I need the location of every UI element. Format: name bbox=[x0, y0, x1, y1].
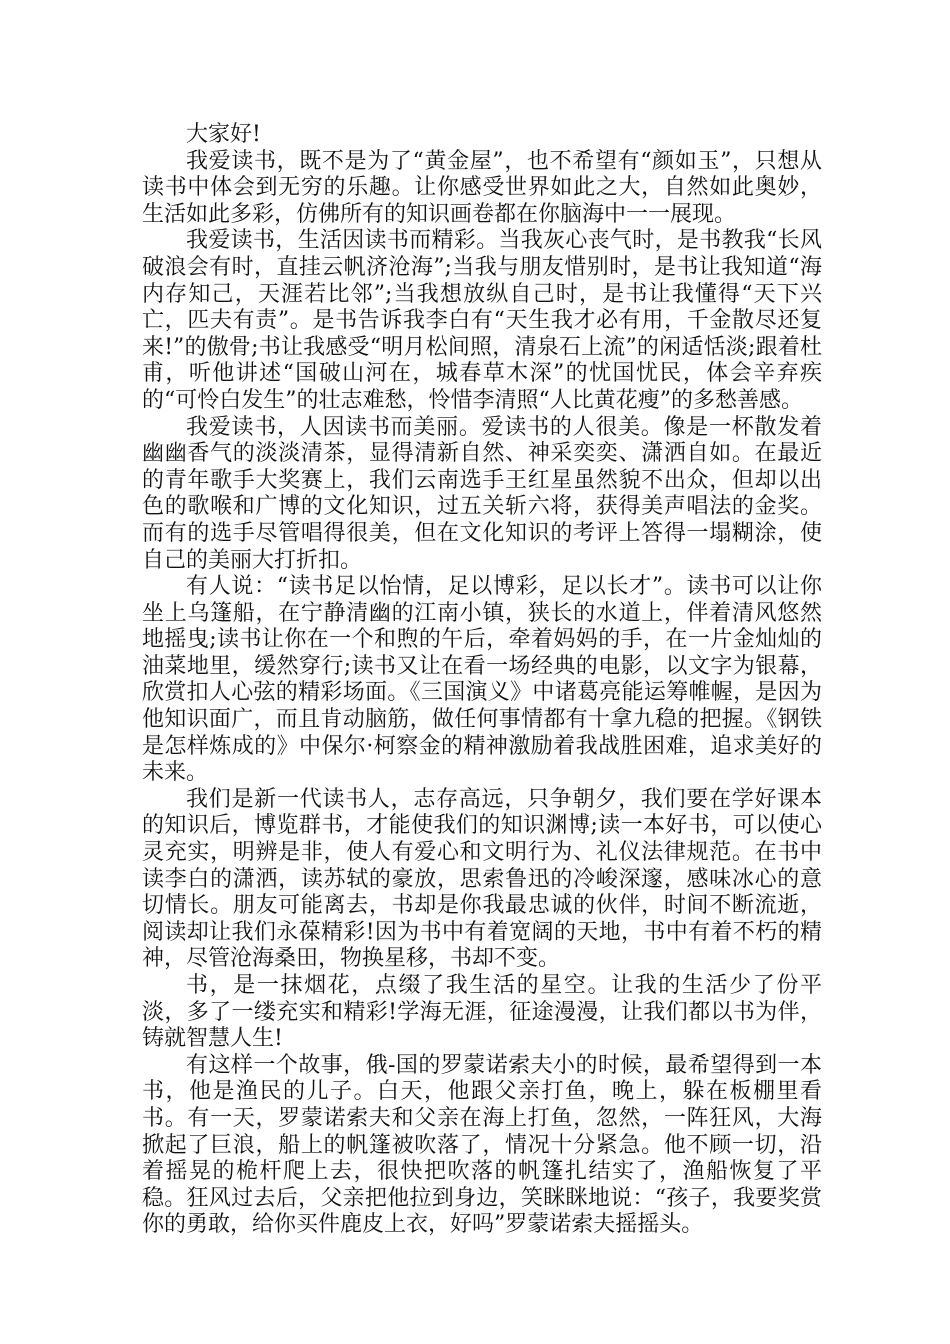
greeting: 大家好! bbox=[186, 122, 261, 147]
paragraph-7: 有这样一个故事，俄-国的罗蒙诺索夫小的时候，最希望得到一本书，他是渔民的儿子。白天，他跟父亲打鱼，晚上，躲在板棚里看书。有一天，罗蒙诺索夫和父亲在海上打鱼，忽然，一阵狂风，大海掀起了巨浪，船上的帆篷被吹落了，情况十分紧急。他不顾一切，沿着摇晃的桅杆爬上去，很快把吹落的帆篷扎结实了，渔船恢复了平稳。狂风过去后，父亲把他拉到身边，笑眯眯地说：“孩子，我要奖赏你的勇敢，给你买件鹿皮上衣，好吗”罗蒙诺索夫摇摇头。 bbox=[142, 1052, 822, 1238]
paragraph-1: 我爱读书，既不是为了“黄金屋”，也不希望有“颜如玉”，只想从读书中体会到无穷的乐趣。让你感受世界如此之大，自然如此奥妙，生活如此多彩，仿佛所有的知识画卷都在你脑海中一一展现。 bbox=[142, 148, 822, 227]
paragraph-4: 有人说：“读书足以怡情，足以博彩，足以长才”。读书可以让你坐上乌篷船，在宁静清幽的江南小镇，狭长的水道上，伴着清风悠然地摇曳;读书让你在一个和煦的午后，牵着妈妈的手，在一片金灿灿的油菜地里，缓然穿行;读书又让在看一场经典的电影，以文字为银幕，欣赏扣人心弦的精彩场面。《三国演义》中诸葛亮能运筹帷幄，是因为他知识面广，而且肯动脑筋，做任何事情都有十拿九稳的把握。《钢铁是怎样炼成的》中保尔·柯察金的精神激励着我战胜困难，追求美好的未来。 bbox=[142, 574, 822, 786]
paragraph-3: 我爱读书，人因读书而美丽。爱读书的人很美。像是一杯散发着幽幽香气的淡淡清茶，显得清新自然、神采奕奕、潇洒自如。在最近的青年歌手大奖赛上，我们云南选手王红星虽然貌不出众，但却以出色的歌喉和广博的文化知识，过五关斩六将，获得美声唱法的金奖。而有的选手尽管唱得很美，但在文化知识的考评上答得一塌糊涂，使自己的美丽大打折扣。 bbox=[142, 414, 822, 573]
paragraph-2: 我爱读书，生活因读书而精彩。当我灰心丧气时，是书教我“长风破浪会有时，直挂云帆济沧海”;当我与朋友惜别时，是书让我知道“海内存知己，天涯若比邻”;当我想放纵自己时，是书让我懂得“天下兴亡，匹夫有责”。是书告诉我李白有“天生我才必有用，千金散尽还复来!”的傲骨;书让我感受“明月松间照，清泉石上流”的闲适恬淡;跟着杜甫，听他讲述“国破山河在，城春草木深”的忧国忧民，体会辛弃疾的“可怜白发生”的壮志难愁，怜惜李清照“人比黄花瘦”的多愁善感。 bbox=[142, 228, 822, 413]
paragraph-5: 我们是新一代读书人，志存高远，只争朝夕，我们要在学好课本的知识后，博览群书，才能使我们的知识渊博;读一本好书，可以使心灵充实，明辨是非，使人有爱心和文明行为、礼仪法律规范。在书中读李白的潇洒，读苏轼的豪放，思索鲁迅的冷峻深邃，感味冰心的意切情长。朋友可能离去，书却是你我最忠诚的伙伴，时间不断流逝，阅读却让我们永葆精彩!因为书中有着宽阔的天地，书中有着不朽的精神，尽管沧海桑田，物换星移，书却不变。 bbox=[142, 786, 822, 972]
document-body bbox=[142, 122, 822, 1239]
paragraph-6: 书，是一抹烟花，点缀了我生活的星空。让我的生活少了份平淡，多了一缕充实和精彩!学海无涯，征途漫漫，让我们都以书为伴，铸就智慧人生! bbox=[142, 973, 822, 1052]
